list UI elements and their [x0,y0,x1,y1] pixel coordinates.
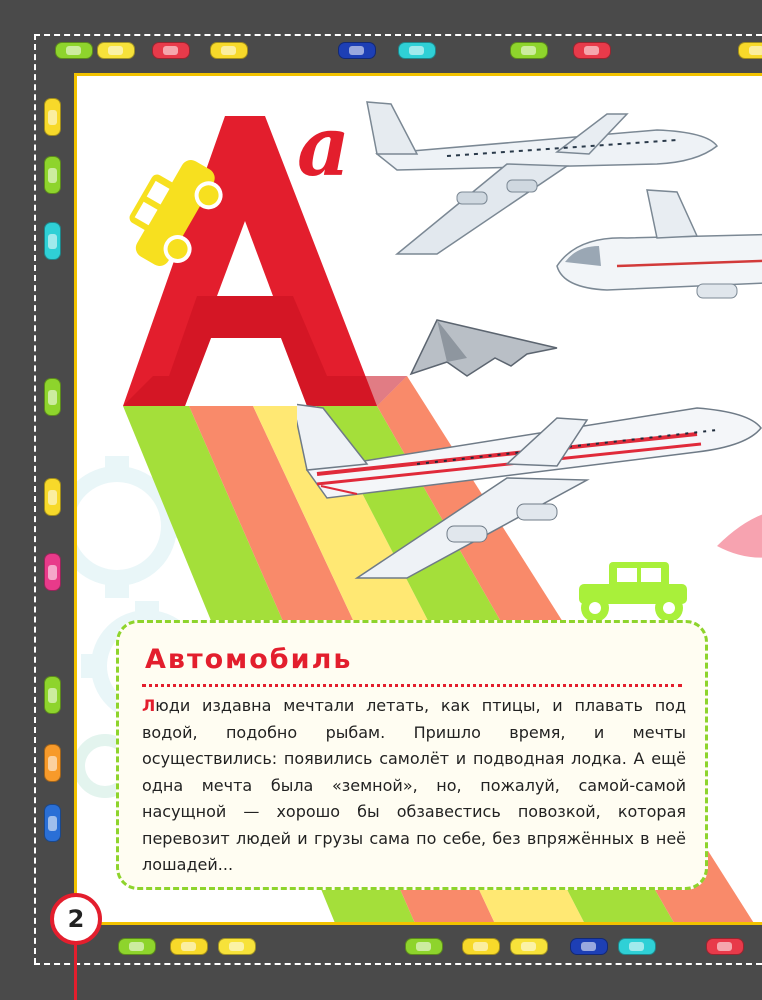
car-icon [44,378,61,416]
car-icon [738,42,762,59]
road-dash-top [34,34,762,36]
drop-letter: Л [142,696,156,715]
car-icon [118,938,156,955]
car-icon [618,938,656,955]
car-icon [170,938,208,955]
car-icon [338,42,376,59]
article-body [142,693,686,879]
car-icon [706,938,744,955]
car-icon [44,553,61,591]
car-icon [44,222,61,260]
title-divider [142,684,682,687]
letter-lowercase: а [297,99,351,195]
car-icon [405,938,443,955]
car-icon [44,676,61,714]
car-icon [398,42,436,59]
car-icon [55,42,93,59]
page-number-post [74,945,77,1000]
car-icon [573,42,611,59]
jet-airliner-icon [547,186,762,316]
vintage-car-icon [569,556,699,626]
car-icon [44,804,61,842]
car-icon [218,938,256,955]
article-title: Автомобиль [145,644,353,675]
car-icon [462,938,500,955]
car-icon [44,98,61,136]
car-icon [44,156,61,194]
car-icon [97,42,135,59]
car-icon [510,938,548,955]
stealth-bomber-icon [407,314,587,384]
car-icon [510,42,548,59]
car-icon [152,42,190,59]
road-dash-left [34,34,36,964]
road-dash-bottom [34,963,762,965]
page-number: 2 [50,893,102,945]
article-body-text: юди издавна мечтали летать, как птицы, и плавать под водой, подобно рыбам. Пришло время, и мечты осуществились: появились самолёт и подводная лодка. А ещё одна мечта была «земной», но, пожалуй, самой-самой насущной — хорошо бы обзавестись повозкой, которая перевозит людей и грузы сама по себе, без впряжённых в неё лошадей... [142,696,686,874]
yellow-car-icon [127,144,227,284]
car-icon [44,744,61,782]
car-icon [570,938,608,955]
car-icon [210,42,248,59]
red-vehicle-icon [707,506,762,566]
car-icon [44,478,61,516]
